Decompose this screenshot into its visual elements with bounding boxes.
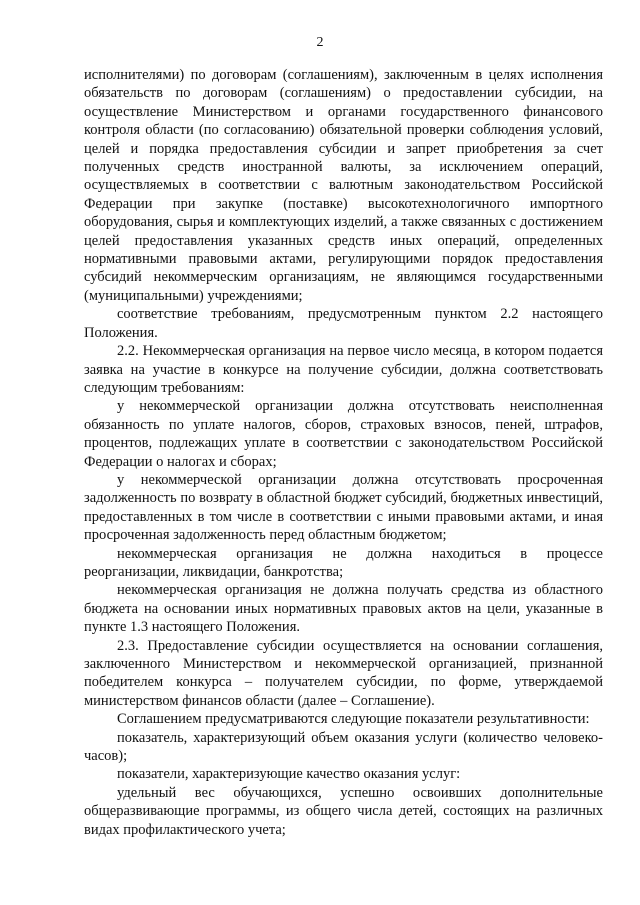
paragraph-5: у некоммерческой организации должна отсутствовать просроченная задолженность по возврату в областной бюджет субсидий, бюджетных инвестиций, предоставленных в том числе в соответствии с иными правовыми актами, и иная просроченная задолженность перед областным бюджетом; [84, 471, 603, 544]
document-body [84, 66, 603, 839]
paragraph-10: показатель, характеризующий объем оказания услуги (количество человеко-часов); [84, 729, 603, 765]
page-number: 2 [316, 35, 324, 50]
paragraph-8: 2.3. Предоставление субсидии осуществляется на основании соглашения, заключенного Министерством и некоммерческой организацией, признанной победителем конкурса – получателем субсидии, по форме, утверждаемой министерством финансов области (далее – Соглашение). [84, 637, 603, 709]
paragraph-4: у некоммерческой организации должна отсутствовать неисполненная обязанность по уплате налогов, сборов, страховых взносов, пеней, штрафов, процентов, подлежащих уплате в соответствии с законодательством Российской Федерации о налогах и сборах; [84, 398, 603, 470]
paragraph-7: некоммерческая организация не должна получать средства из областного бюджета на основании иных нормативных правовых актов на цели, указанные в пункте 1.3 настоящего Положения. [84, 582, 603, 636]
paragraph-11: показатели, характеризующие качество оказания услуг: [117, 766, 461, 783]
paragraph-6: некоммерческая организация не должна находиться в процессе реорганизации, ликвидации, банкротства; [84, 545, 603, 580]
paragraph-2: соответствие требованиям, предусмотренным пунктом 2.2 настоящего Положения. [84, 306, 603, 341]
paragraph-9: Соглашением предусматриваются следующие показатели результативности: [117, 711, 590, 728]
paragraph-1: исполнителями) по договорам (соглашениям), заключенным в целях исполнения обязательств по договорам (соглашениям) о предоставлении субсидии, на осуществление Министерством и органами государственного финансового контроля области (по согласованию) обязательной проверки соблюдения условий, целей и порядка предоставления субсидии и запрет приобретения за счет полученных средств иностранной валюты, за исключением операций, осуществляемых в соответствии с валютным законодательством Российской Федерации при закупке (поставке) высокотехнологичного импортного оборудования, сырья и комплектующих изделий, а также связанных с достижением целей предоставления указанных средств иных операций, определенных нормативными правовыми актами, регулирующими порядок предоставления субсидий некоммерческим организациям, не являющимся государственными (муниципальными) учреждениями; [84, 67, 603, 304]
paragraph-3: 2.2. Некоммерческая организация на первое число месяца, в котором подается заявка на участие в конкурсе на получение субсидии, должна соответствовать следующим требованиям: [84, 343, 603, 396]
paragraph-12: удельный вес обучающихся, успешно освоивших дополнительные общеразвивающие программы, из общего числа детей, состоящих на различных видах профилактического учета; [84, 784, 603, 838]
